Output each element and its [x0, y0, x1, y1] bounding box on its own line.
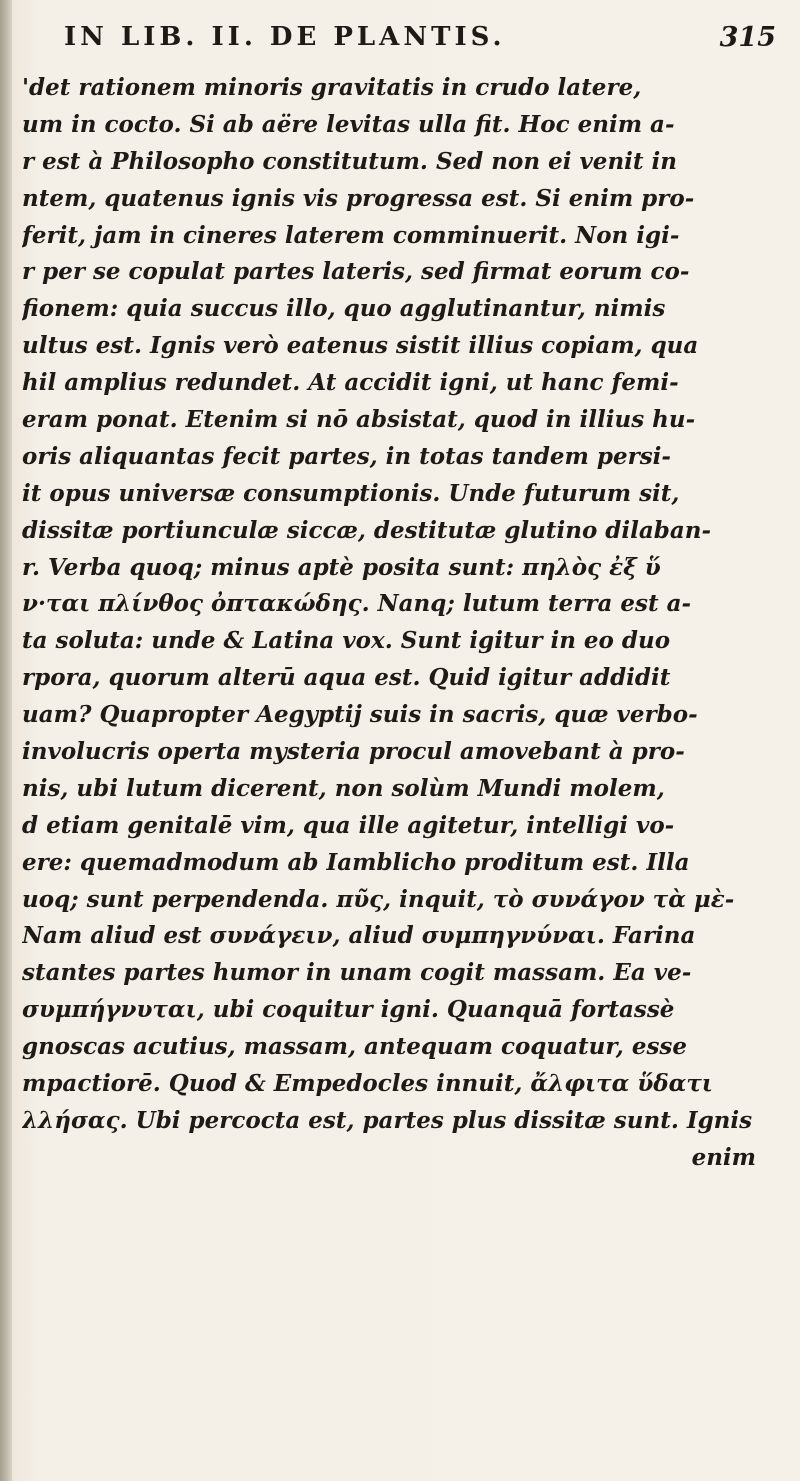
- text-line: d etiam genitalē vim, qua ille agitetur, intelligi vo-: [22, 811, 675, 839]
- text-line: 'det rationem minoris gravitatis in crudo latere,: [22, 74, 642, 101]
- text-line: nis, ubi lutum dicerent, non solùm Mundi molem,: [22, 774, 665, 802]
- text-line: Nam aliud est συνάγειν, aliud συμπηγνύναι. Farina: [22, 922, 696, 950]
- text-line: um in cocto. Si ab aëre levitas ulla fit. Hoc enim a-: [22, 110, 675, 138]
- page-header: [64, 18, 776, 58]
- text-line: ta soluta: unde & Latina vox. Sunt igitur in eo duo: [22, 627, 671, 655]
- text-line: it opus universæ consumptionis. Unde futurum sit,: [22, 479, 680, 507]
- text-line: ferit, jam in cineres laterem comminuerit. Non igi-: [22, 221, 680, 249]
- text-line: hil amplius redundet. At accidit igni, ut hanc femi-: [22, 369, 679, 397]
- text-line: συμπήγνυται, ubi coquitur igni. Quanquā fortassè: [22, 996, 675, 1024]
- running-title: IN LIB. II. DE PLANTIS.: [64, 22, 506, 52]
- text-line: r per se copulat partes lateris, sed firmat eorum co-: [22, 258, 690, 286]
- text-line: eram ponat. Etenim si nō absistat, quod in illius hu-: [22, 406, 696, 434]
- text-line: uam? Quapropter Aegyptij suis in sacris, quæ verbo-: [22, 701, 698, 729]
- text-line: uoq; sunt perpendenda. πῦς, inquit, τὸ συνάγον τὰ μὲ-: [22, 885, 735, 913]
- text-line: gnoscas acutius, massam, antequam coquatur, esse: [22, 1033, 687, 1061]
- text-line: ν·ται πλίνθος ὀπτακώδης. Nanq; lutum terra est a-: [22, 590, 692, 618]
- text-line: r. Verba quoq; minus aptè posita sunt: πηλὸς ἐξ ὕ: [22, 553, 661, 581]
- text-line: r est à Philosopho constitutum. Sed non ei venit in: [22, 147, 677, 175]
- text-line: ultus est. Ignis verò eatenus sistit illius copiam, qua: [22, 332, 699, 360]
- text-line: ere: quemadmodum ab Iamblicho proditum est. Illa: [22, 848, 690, 876]
- text-line: oris aliquantas fecit partes, in totas tandem persi-: [22, 442, 671, 470]
- text-line: mpactiorē. Quod & Empedocles innuit, ἄλφιτα ὕδατι: [22, 1070, 713, 1098]
- text-line: ntem, quatenus ignis vis progressa est. Si enim pro-: [22, 184, 695, 212]
- text-line: stantes partes humor in unam cogit massam. Ea ve-: [22, 959, 692, 987]
- text-line: rpora, quorum alterū aqua est. Quid igitur addidit: [22, 664, 671, 692]
- page-number: 315: [719, 22, 776, 53]
- text-line: involucris operta mysteria procul amovebant à pro-: [22, 738, 685, 766]
- text-line: λλήσας. Ubi percocta est, partes plus dissitæ sunt. Ignis: [22, 1106, 753, 1134]
- catchword: enim: [691, 1143, 756, 1171]
- page-gutter: [0, 0, 12, 1481]
- text-line: fionem: quia succus illo, quo agglutinantur, nimis: [22, 295, 666, 323]
- body-text: [22, 70, 782, 1177]
- text-line: dissitæ portiunculæ siccæ, destitutæ glutino dilaban-: [22, 516, 712, 544]
